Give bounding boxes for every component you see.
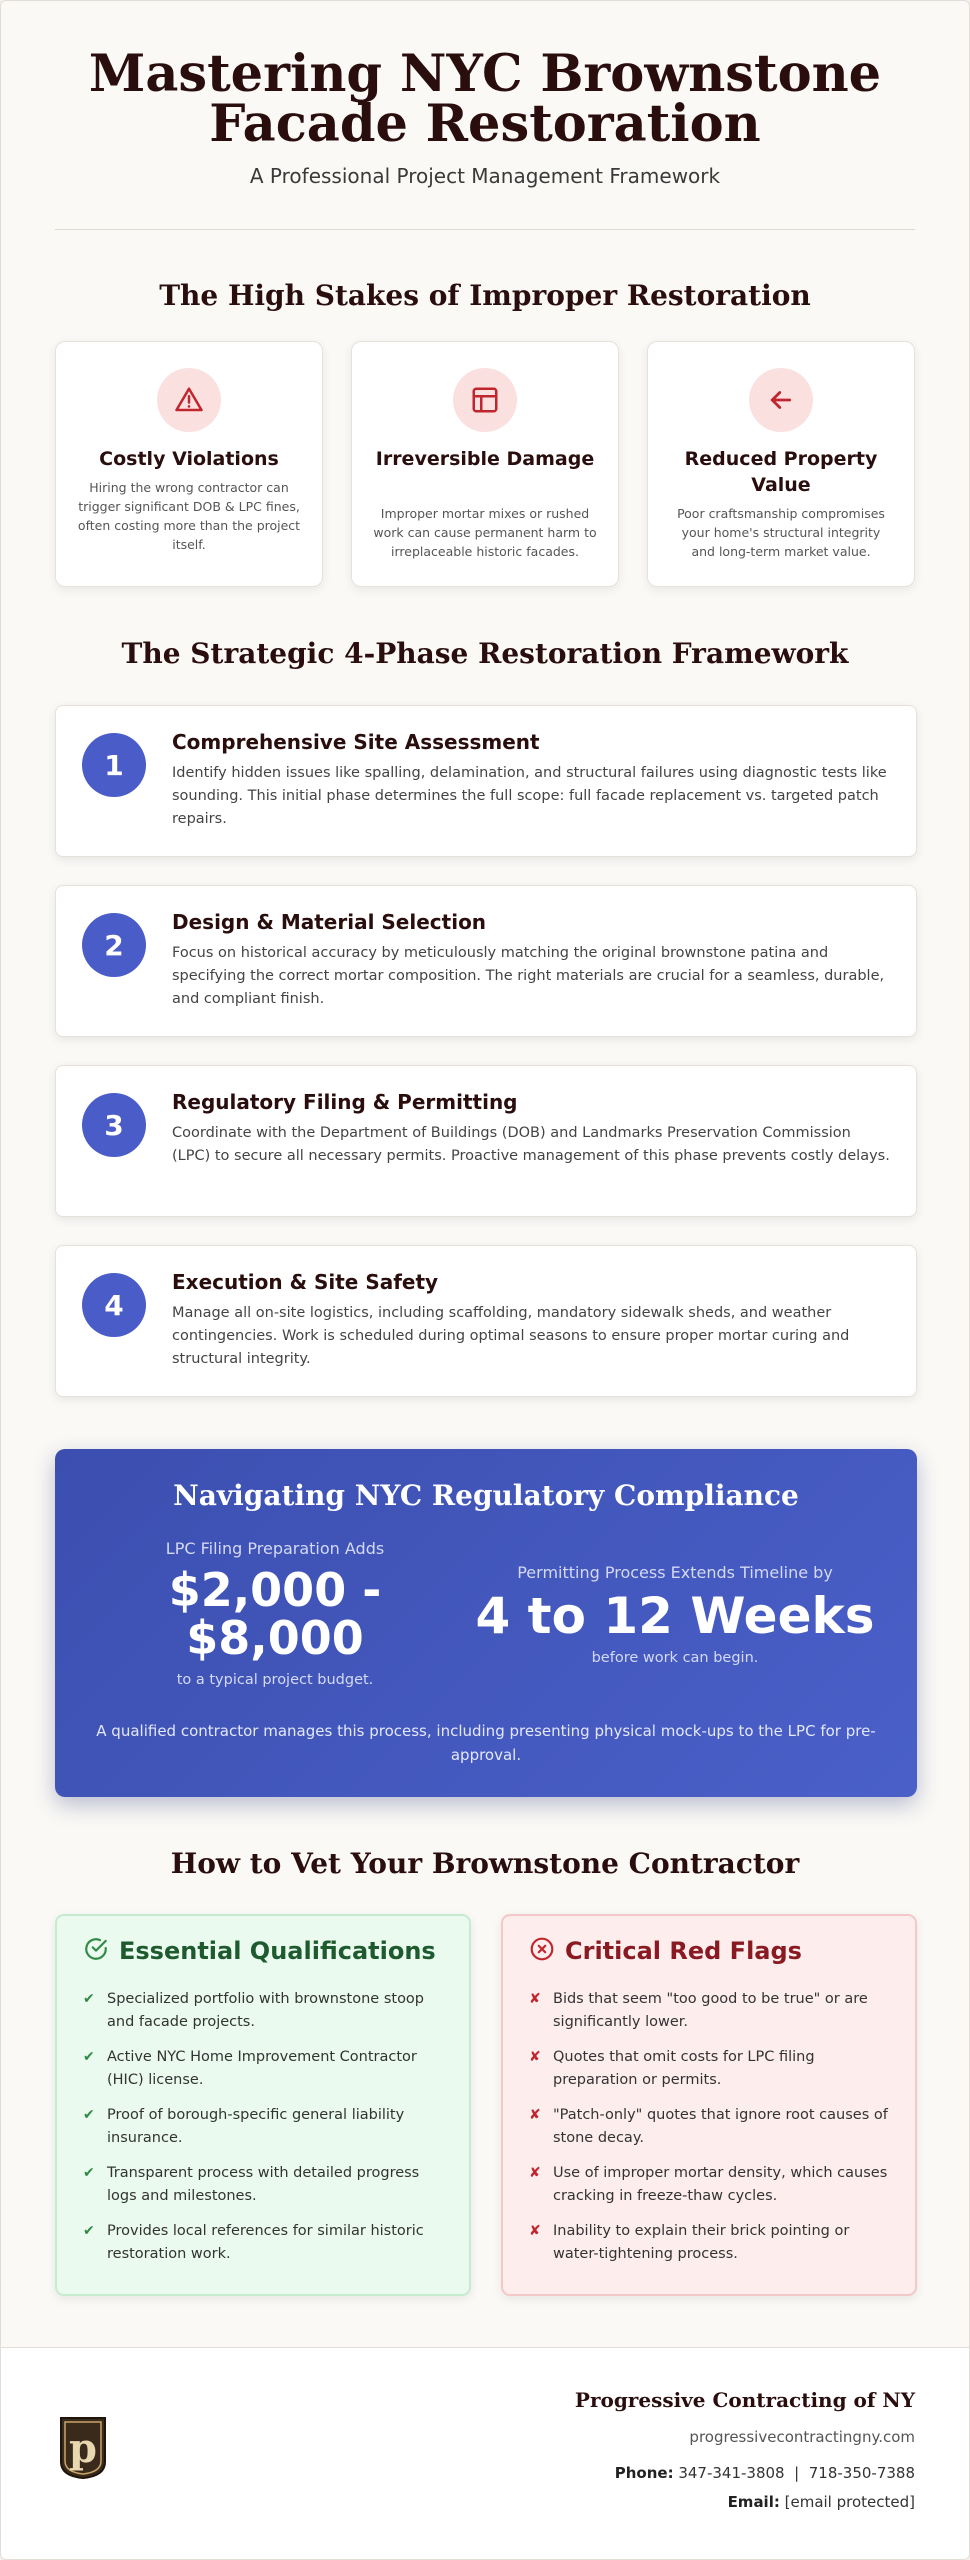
- stat-label: Permitting Process Extends Timeline by: [517, 1563, 833, 1582]
- red-flags-header: [529, 1936, 802, 1966]
- title-line-1: Mastering NYC Brownstone: [88, 44, 882, 104]
- stake-description: Hiring the wrong contractor can trigger significant DOB & LPC fines, often costing more than the project itself.: [77, 480, 301, 552]
- list-item-text: Use of improper mortar density, which causes cracking in freeze-thaw cycles.: [553, 2165, 888, 2204]
- stat-value-line-1: $2,000 -: [168, 1563, 382, 1617]
- x-mark-icon: ✘: [529, 1991, 541, 2007]
- x-circle-icon: [529, 1936, 555, 1966]
- phase-title: Execution & Site Safety: [172, 1270, 439, 1294]
- list-item: [529, 2162, 891, 2208]
- qualifications-card: [55, 1914, 471, 2296]
- list-item-text: Specialized portfolio with brownstone stoop and facade projects.: [107, 1991, 425, 2030]
- list-item: [529, 2220, 891, 2266]
- footer-email: [728, 2493, 915, 2511]
- stake-title: Reduced Property Value: [684, 448, 878, 496]
- stake-title: Irreversible Damage: [375, 448, 595, 470]
- stat-value-line-2: $8,000: [186, 1611, 364, 1665]
- stat-sublabel: before work can begin.: [591, 1650, 759, 1666]
- list-item-text: Quotes that omit costs for LPC filing preparation or permits.: [553, 2049, 815, 2088]
- list-item: [83, 1988, 445, 2034]
- phase-card-2: [55, 885, 917, 1037]
- qualifications-list: [83, 1988, 445, 2278]
- stat-sublabel: to a typical project budget.: [176, 1672, 374, 1688]
- page-subtitle: A Professional Project Management Framework: [249, 164, 721, 188]
- phase-description: Focus on historical accuracy by meticulously matching the original brownstone patina and specifying the correct mortar composition. The right materials are crucial for a seamless, durable, and compliant finish.: [172, 945, 885, 1007]
- check-icon: ✔: [83, 1991, 95, 2007]
- compliance-note: A qualified contractor manages this process, including presenting physical mock-ups to the LPC for pre-approval.: [96, 1722, 876, 1764]
- phone-numbers[interactable]: 347-341-3808 | 718-350-7388: [678, 2464, 915, 2482]
- list-item-text: "Patch-only" quotes that ignore root causes of stone decay.: [553, 2107, 888, 2146]
- check-icon: ✔: [83, 2165, 95, 2181]
- check-icon: ✔: [83, 2049, 95, 2065]
- qualifications-title: Essential Qualifications: [119, 1937, 436, 1965]
- stake-card-violations: [55, 341, 323, 587]
- list-item: [83, 2162, 445, 2208]
- vetting-section-title: How to Vet Your Brownstone Contractor: [170, 1847, 800, 1880]
- layout-panel-icon: [453, 368, 517, 432]
- stake-title: Costly Violations: [99, 448, 279, 470]
- list-item-text: Proof of borough-specific general liability insurance.: [107, 2107, 405, 2146]
- title-line-2: Facade Restoration: [209, 94, 761, 154]
- x-mark-icon: ✘: [529, 2049, 541, 2065]
- list-item: [83, 2104, 445, 2150]
- stake-card-damage: [351, 341, 619, 587]
- phase-card-3: [55, 1065, 917, 1217]
- company-logo[interactable]: [55, 2414, 111, 2480]
- footer-website-link[interactable]: progressivecontractingny.com: [689, 2428, 915, 2446]
- phase-card-4: [55, 1245, 917, 1397]
- x-mark-icon: ✘: [529, 2107, 541, 2123]
- list-item: [529, 2046, 891, 2092]
- stake-description: Improper mortar mixes or rushed work can cause permanent harm to irreplaceable historic facades.: [373, 506, 597, 559]
- phase-number-badge: 1: [82, 733, 146, 797]
- list-item: [529, 1988, 891, 2034]
- stat-value: 4 to 12 Weeks: [475, 1587, 875, 1645]
- compliance-panel: [55, 1449, 917, 1797]
- qualifications-header: [83, 1936, 436, 1966]
- phone-label: Phone:: [614, 2464, 674, 2482]
- list-item-text: Active NYC Home Improvement Contractor (HIC) license.: [107, 2049, 417, 2088]
- stake-card-value: [647, 341, 915, 587]
- phase-card-1: [55, 705, 917, 857]
- phase-title: Comprehensive Site Assessment: [172, 730, 540, 754]
- footer: [1, 2347, 969, 2560]
- phase-title: Regulatory Filing & Permitting: [172, 1090, 518, 1114]
- stat-label: LPC Filing Preparation Adds: [165, 1539, 385, 1558]
- footer-phone: [615, 2464, 915, 2482]
- phase-number-badge: 4: [82, 1273, 146, 1337]
- email-label: Email:: [727, 2493, 780, 2511]
- page-title: [1, 44, 969, 154]
- list-item: [529, 2104, 891, 2150]
- x-mark-icon: ✘: [529, 2165, 541, 2181]
- stat-value: [125, 1563, 425, 1665]
- stakes-section-title: The High Stakes of Improper Restoration: [159, 279, 811, 312]
- check-icon: ✔: [83, 2107, 95, 2123]
- phase-description: Coordinate with the Department of Buildings (DOB) and Landmarks Preservation Commission (LPC) to secure all necessary permits. Proactive management of this phase prevents costly delays.: [172, 1125, 890, 1164]
- red-flags-card: [501, 1914, 917, 2296]
- phase-number-badge: 3: [82, 1093, 146, 1157]
- email-address[interactable]: [email protected]: [784, 2493, 915, 2511]
- red-flags-title: Critical Red Flags: [565, 1937, 802, 1965]
- compliance-title: Navigating NYC Regulatory Compliance: [173, 1479, 799, 1512]
- list-item-text: Transparent process with detailed progress logs and milestones.: [107, 2165, 420, 2204]
- red-flags-list: [529, 1988, 891, 2278]
- framework-section-title: The Strategic 4-Phase Restoration Framework: [121, 637, 849, 670]
- lpc-cost-stat: [125, 1539, 425, 1688]
- arrow-left-icon: [749, 368, 813, 432]
- permit-timeline-stat: [465, 1563, 885, 1666]
- check-circle-icon: [83, 1936, 109, 1966]
- phase-description: Manage all on-site logistics, including scaffolding, mandatory sidewalk sheds, and weather contingencies. Work is scheduled during optimal seasons to ensure proper mortar curing and structural integrity.: [172, 1305, 850, 1367]
- list-item-text: Bids that seem "too good to be true" or are significantly lower.: [553, 1991, 868, 2030]
- svg-text:p: p: [69, 2425, 97, 2472]
- phase-number-badge: 2: [82, 913, 146, 977]
- list-item: [83, 2220, 445, 2266]
- list-item: [83, 2046, 445, 2092]
- stake-description: Poor craftsmanship compromises your home's structural integrity and long-term market value.: [677, 506, 885, 559]
- check-icon: ✔: [83, 2223, 95, 2239]
- header-divider: [55, 229, 915, 230]
- x-mark-icon: ✘: [529, 2223, 541, 2239]
- footer-company-name: Progressive Contracting of NY: [574, 2388, 915, 2412]
- phase-description: Identify hidden issues like spalling, delamination, and structural failures using diagnostic tests like sounding. This initial phase determines the full scope: full facade replacement vs. targeted patch repairs.: [172, 765, 887, 827]
- list-item-text: Provides local references for similar historic restoration work.: [107, 2223, 424, 2262]
- warning-triangle-icon: [157, 368, 221, 432]
- phase-title: Design & Material Selection: [172, 910, 487, 934]
- list-item-text: Inability to explain their brick pointing or water-tightening process.: [553, 2223, 850, 2262]
